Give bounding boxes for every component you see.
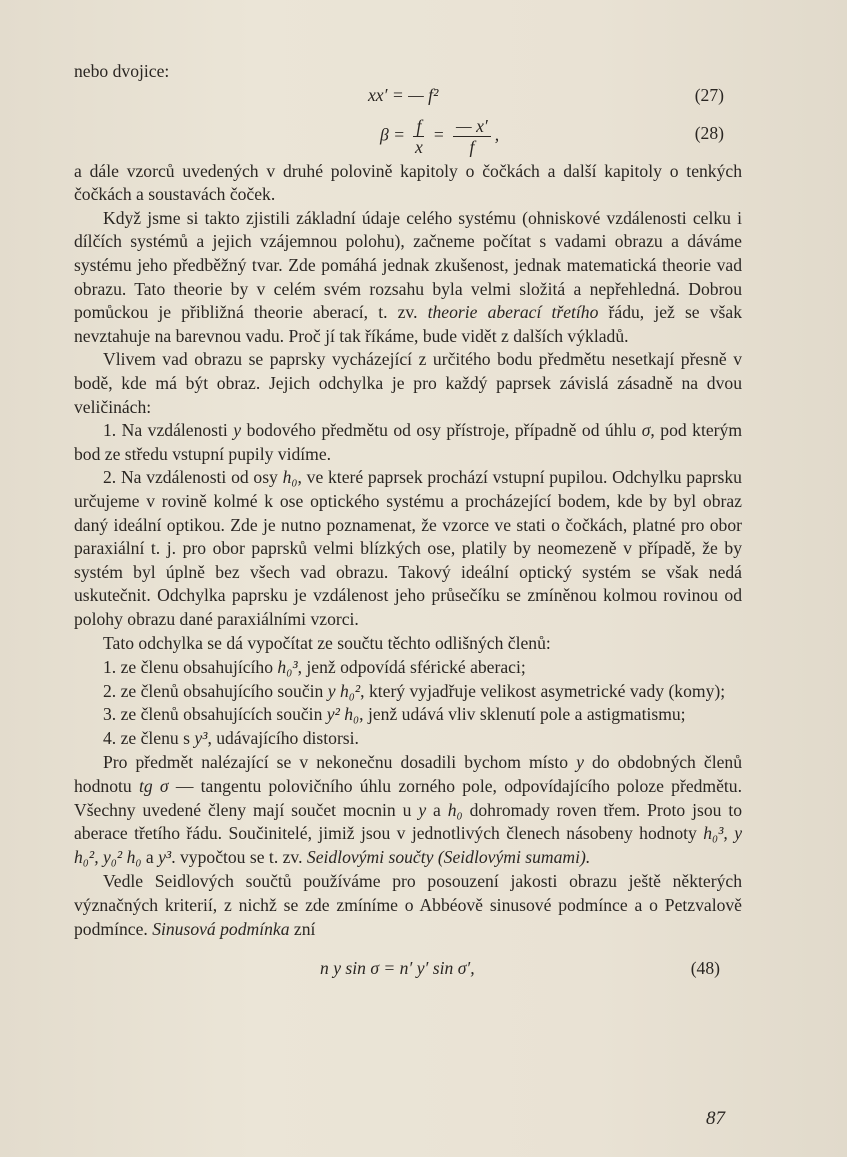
equation-48-formula: n y sin σ = n′ y′ sin σ′, — [320, 958, 475, 979]
list-item-1: 1. Na vzdálenosti y bodového předmětu od osy přístroje, případně od úhlu σ, pod kterým bod ze středu vstupní pupily vidíme. — [74, 420, 743, 464]
page-text — [74, 60, 742, 991]
term-item-2: 2. ze členů obsahujícího součin y h₀², který vyjadřuje velikost asymetrické vady (komy); — [103, 680, 726, 701]
equation-27-formula: xx′ = — f² — [368, 84, 439, 105]
term-item-3: 3. ze členů obsahujících součin y² h₀, jenž udává vliv sklenutí pole a astigmatismu; — [103, 704, 686, 725]
paragraph-3: Vlivem vad obrazu se paprsky vycházející z určitého bodu předmětu nesetkají přesně v bodě, kde má být obraz. Jejich odchylka je pro každý paprsek závislá zásadně na dvou veličinách: — [74, 349, 742, 417]
term-item-4: 4. ze členu s y³, udávajícího distorsi. — [103, 727, 359, 748]
equation-28-number: (28) — [694, 122, 724, 143]
equation-27 — [74, 84, 742, 108]
paragraph-1: a dále vzorců uvedených v druhé polovině kapitoly o čočkách a další kapitoly o tenkých čočkách a soustavách čoček. — [74, 160, 742, 205]
equation-48-number: (48) — [690, 958, 720, 979]
list-item-2: 2. Na vzdálenosti od osy h₀, ve které paprsek prochází vstupní pupilou. Odchylku paprsku určujeme v rovině kolmé k ose optického systému a procházející bodem, kde by byl obraz daný ideální optikou. Zde je nutno poznamenat, že vzorce ve stati o čočkách, platné pro obor paraxiální t. j. pro obor paprsků velmi blízkých ose, platily by neomezeně v případě, že by systém byl úplně bez všech vad obrazu. Takový ideální optický systém se však nedá uskutečnit. Odchylka paprsku je vzdálenost jeho průsečíku se zmíněnou kolmou rovinou od polohy obrazu dané paraxiálními vzorci. — [74, 467, 742, 629]
fraction-minus-x-over-f: $\frac{— x'}{f}$ — [453, 116, 491, 157]
paragraph-6: Vedle Seidlových součtů používáme pro posouzení jakosti obrazu ještě některých význačných kriterií, z nichž se zde zmíníme o Abbéově sinusové podmínce a o Petzvalově podmínce. Sinusová podmínka zní — [74, 871, 742, 939]
paragraph-4: Tato odchylka se dá vypočítat ze součtu těchto odlišných členů: — [103, 633, 551, 654]
page-number: 87 — [706, 1108, 725, 1129]
equation-28-lhs: β = — [380, 124, 406, 145]
equation-28 — [74, 108, 742, 160]
equation-28-formula: β = $\frac{f}{x}$ = $\frac{— x'}{f}$ , — [380, 115, 500, 157]
fraction-f-over-x: $\frac{f}{x}$ — [414, 115, 423, 157]
intro-line: nebo dvojice: — [74, 61, 170, 81]
equation-48 — [74, 957, 742, 991]
paragraph-2: Když jsme si takto zjistili základní údaje celého systému (ohniskové vzdálenosti celku i dílčích systémů a jejich vzájemnou polohu), začneme počítat s vadami obrazu a dáváme systému jeho předběžný tvar. Zde pomáhá jednak zkušenost, jednak matematická theorie vad obrazu. Tato theorie by v celém svém rozsahu byla velmi složitá a nepřehledná. Dobrou pomůckou je přibližná theorie aberací, t. zv. theorie aberací třetího řádu, jež se však nevztahuje na barevnou vadu. Proč jí tak říkáme, bude vidět z dalších výkladů. — [74, 207, 742, 346]
equation-27-number: (27) — [694, 84, 724, 105]
paragraph-5: Pro předmět nalézající se v nekonečnu dosadili bychom místo y do obdobných členů hodnotu tg σ — tangentu polovičního úhlu zorného pole, odpovídajícího poloze předmětu. Všechny uvedené členy mají součet mocnin u y a h₀ dohromady roven třem. Proto jsou to aberace třetího řádu. Součinitelé, jimiž jsou v jednotlivých členech násobeny hodnoty h₀³, y h₀², y₀² h₀ a y³. vypočtou se t. zv. Seidlovými součty (Seidlovými sumami). — [74, 752, 743, 867]
term-item-1: 1. ze členu obsahujícího h₀³, jenž odpovídá sférické aberaci; — [103, 657, 526, 678]
